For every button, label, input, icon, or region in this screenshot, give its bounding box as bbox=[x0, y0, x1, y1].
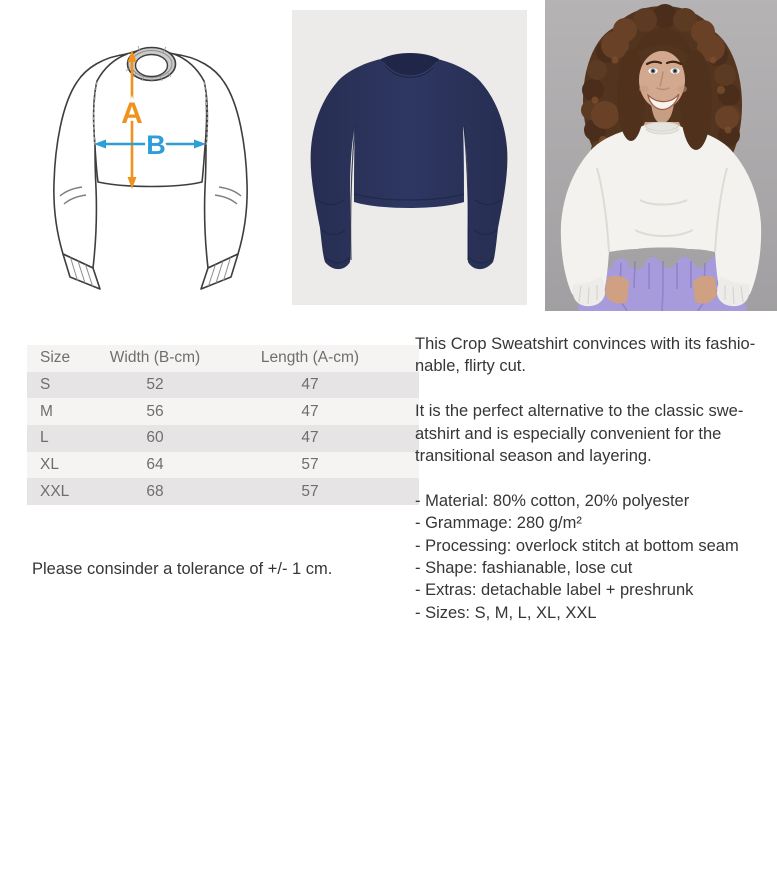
bullet-line: - Sizes: S, M, L, XL, XXL bbox=[415, 603, 597, 622]
size-table bbox=[27, 345, 419, 505]
width-cell: 68 bbox=[146, 482, 164, 500]
text-line: nable, flirty cut. bbox=[415, 357, 526, 376]
width-cell: 52 bbox=[146, 376, 164, 394]
measure-label-b: B bbox=[146, 130, 166, 160]
table-row-xl bbox=[27, 452, 419, 479]
measure-label-a: A bbox=[121, 97, 143, 130]
tolerance-note: Please consinder a tolerance of +/- 1 cm. bbox=[32, 560, 333, 578]
description-paragraph-2 bbox=[415, 400, 775, 467]
width-cell: 56 bbox=[146, 402, 164, 420]
bullet-line: - Shape: fashianable, lose cut bbox=[415, 559, 633, 578]
length-cell: 47 bbox=[301, 402, 319, 420]
size-cell: M bbox=[40, 402, 53, 420]
column-header-width: Width (B-cm) bbox=[109, 349, 201, 367]
table-row-xxl bbox=[27, 478, 419, 505]
sweatshirt-outline bbox=[54, 49, 247, 289]
width-cell: 64 bbox=[146, 456, 164, 474]
length-cell: 47 bbox=[301, 376, 319, 394]
bullet-line: - Material: 80% cotton, 20% polyester bbox=[415, 491, 690, 510]
length-cell: 47 bbox=[301, 429, 319, 447]
model-product-photo bbox=[545, 0, 777, 311]
product-description bbox=[415, 333, 775, 647]
bullet-line: - Grammage: 280 g/m² bbox=[415, 514, 582, 533]
size-cell: XL bbox=[40, 456, 59, 474]
size-cell: L bbox=[40, 429, 49, 447]
size-cell: XXL bbox=[40, 482, 70, 500]
length-cell: 57 bbox=[301, 456, 319, 474]
table-row-m bbox=[27, 398, 419, 425]
model-wearing-crop-sweatshirt-image bbox=[545, 0, 777, 311]
column-header-length: Length (A-cm) bbox=[260, 349, 360, 367]
length-cell: 57 bbox=[301, 482, 319, 500]
text-line: This Crop Sweatshirt convinces with its fashio- bbox=[415, 335, 756, 353]
flat-product-photo bbox=[292, 10, 527, 305]
bullet-line: - Processing: overlock stitch at bottom seam bbox=[415, 536, 739, 555]
table-row-l bbox=[27, 425, 419, 452]
size-table-header-row bbox=[27, 345, 419, 372]
text-line: It is the perfect alternative to the classic swe- bbox=[415, 402, 744, 421]
text-line: transitional season and layering. bbox=[415, 447, 652, 466]
width-cell: 60 bbox=[146, 429, 164, 447]
text-line: atshirt and is especially convenient for the bbox=[415, 424, 722, 443]
description-bullet-list bbox=[415, 490, 775, 624]
bullet-line: - Extras: detachable label + preshrunk bbox=[415, 581, 694, 600]
table-row-s bbox=[27, 372, 419, 399]
navy-crop-sweatshirt-image bbox=[292, 10, 527, 305]
column-header-size: Size bbox=[40, 349, 71, 367]
size-sketch-figure bbox=[0, 0, 300, 330]
description-paragraph-1 bbox=[415, 333, 775, 378]
sketch-sweatshirt-drawing bbox=[0, 0, 300, 330]
size-cell: S bbox=[40, 376, 51, 394]
